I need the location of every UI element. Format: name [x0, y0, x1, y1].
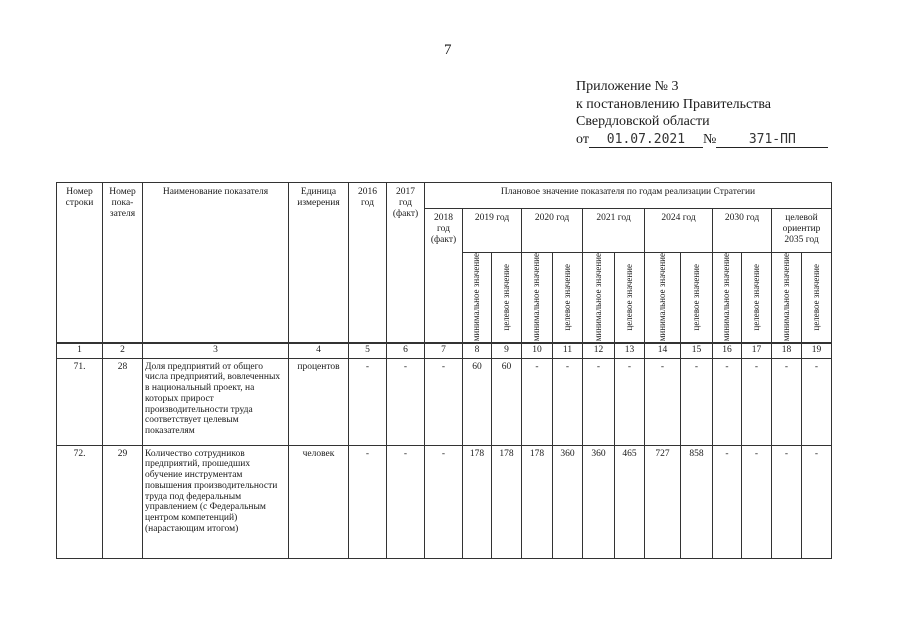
unit: человек — [289, 445, 349, 558]
header-2024: 2024 год — [645, 209, 713, 253]
header-2018: 2018 год (факт) — [425, 209, 463, 343]
col-num: 7 — [425, 343, 463, 359]
header-2035-target: целевой ориентир 2035 год — [772, 209, 832, 253]
header-2020-min: минимальное значение — [522, 253, 553, 343]
col-num: 10 — [522, 343, 553, 359]
col-num: 12 — [583, 343, 615, 359]
value-2030-min: - — [713, 445, 742, 558]
row-number: 71. — [57, 358, 103, 445]
header-2020-target: целевое значение — [553, 253, 583, 343]
value-2035-target: - — [802, 358, 832, 445]
header-2019: 2019 год — [463, 209, 522, 253]
value-2021-target: - — [615, 358, 645, 445]
header-2030-target: целевое значение — [742, 253, 772, 343]
value-2030-min: - — [713, 358, 742, 445]
header-2024-min: минимальное значение — [645, 253, 681, 343]
header-row-number: Номер строки — [57, 183, 103, 343]
appendix-resolution: к постановлению Правительства — [576, 96, 772, 112]
indicator-number: 28 — [103, 358, 143, 445]
value-2021-min: - — [583, 358, 615, 445]
number-sign: № — [702, 131, 717, 147]
header-unit: Единица измерения — [289, 183, 349, 343]
col-num: 6 — [387, 343, 425, 359]
col-num: 2 — [103, 343, 143, 359]
header-2020: 2020 год — [522, 209, 583, 253]
header-indicator-number: Номер пока-зателя — [103, 183, 143, 343]
value-2020-target: - — [553, 358, 583, 445]
value-2024-min: - — [645, 358, 681, 445]
value-2035-min: - — [772, 445, 802, 558]
col-num: 11 — [553, 343, 583, 359]
value-2024-target: 858 — [681, 445, 713, 558]
col-num: 5 — [349, 343, 387, 359]
value-2019-target: 178 — [492, 445, 522, 558]
col-num: 4 — [289, 343, 349, 359]
value-2035-target: - — [802, 445, 832, 558]
col-num: 17 — [742, 343, 772, 359]
indicator-number: 29 — [103, 445, 143, 558]
col-num: 19 — [802, 343, 832, 359]
value-2019-min: 60 — [463, 358, 492, 445]
header-2035-min: минимальное значение — [772, 253, 802, 343]
value-2020-min: - — [522, 358, 553, 445]
value-2018: - — [425, 358, 463, 445]
unit: процентов — [289, 358, 349, 445]
table-row — [57, 358, 832, 445]
header-2021-target: целевое значение — [615, 253, 645, 343]
header-2019-target: целевое значение — [492, 253, 522, 343]
column-number-row — [57, 343, 832, 359]
header-2035-target-value: целевое значение — [802, 253, 832, 343]
value-2016: - — [349, 445, 387, 558]
col-num: 15 — [681, 343, 713, 359]
col-num: 3 — [143, 343, 289, 359]
value-2030-target: - — [742, 445, 772, 558]
value-2017: - — [387, 445, 425, 558]
value-2021-min: 360 — [583, 445, 615, 558]
appendix-date-line — [576, 131, 828, 149]
indicator-name: Количество сотрудников предприятий, прошедших обучение инструментам повышения производительности труда под федеральным управлением (с Федеральным центром компетенций) (нарастающим итогом) — [143, 445, 289, 558]
indicators-table — [56, 182, 832, 559]
value-2018: - — [425, 445, 463, 558]
row-number: 72. — [57, 445, 103, 558]
value-2024-target: - — [681, 358, 713, 445]
header-2030-min: минимальное значение — [713, 253, 742, 343]
appendix-region: Свердловской области — [576, 114, 710, 129]
col-num: 16 — [713, 343, 742, 359]
value-2019-min: 178 — [463, 445, 492, 558]
header-2016: 2016 год — [349, 183, 387, 343]
header-2017: 2017 год (факт) — [387, 183, 425, 343]
page-number: 7 — [444, 42, 452, 58]
value-2021-target: 465 — [615, 445, 645, 558]
header-indicator-name: Наименование показателя — [143, 183, 289, 343]
header-planned-values: Плановое значение показателя по годам реализации Стратегии — [425, 183, 832, 209]
table-row — [57, 445, 832, 558]
col-num: 1 — [57, 343, 103, 359]
appendix-header — [576, 78, 828, 148]
value-2030-target: - — [742, 358, 772, 445]
value-2020-min: 178 — [522, 445, 553, 558]
header-2019-min: минимальное значение — [463, 253, 492, 343]
header-2030: 2030 год — [713, 209, 772, 253]
appendix-title: Приложение № 3 — [576, 79, 679, 94]
col-num: 8 — [463, 343, 492, 359]
ot-label: от — [576, 131, 589, 147]
indicator-name: Доля предприятий от общего числа предприятий, вовлеченных в национальный проект, на которых прирост производительности труда соответствует целевым показателям — [143, 358, 289, 445]
resolution-number: 371-ПП — [716, 132, 828, 148]
col-num: 9 — [492, 343, 522, 359]
header-2021: 2021 год — [583, 209, 645, 253]
header-2021-min: минимальное значение — [583, 253, 615, 343]
header-2024-target: целевое значение — [681, 253, 713, 343]
value-2020-target: 360 — [553, 445, 583, 558]
value-2024-min: 727 — [645, 445, 681, 558]
col-num: 13 — [615, 343, 645, 359]
value-2019-target: 60 — [492, 358, 522, 445]
resolution-date: 01.07.2021 — [589, 132, 703, 148]
col-num: 14 — [645, 343, 681, 359]
value-2016: - — [349, 358, 387, 445]
col-num: 18 — [772, 343, 802, 359]
value-2035-min: - — [772, 358, 802, 445]
value-2017: - — [387, 358, 425, 445]
